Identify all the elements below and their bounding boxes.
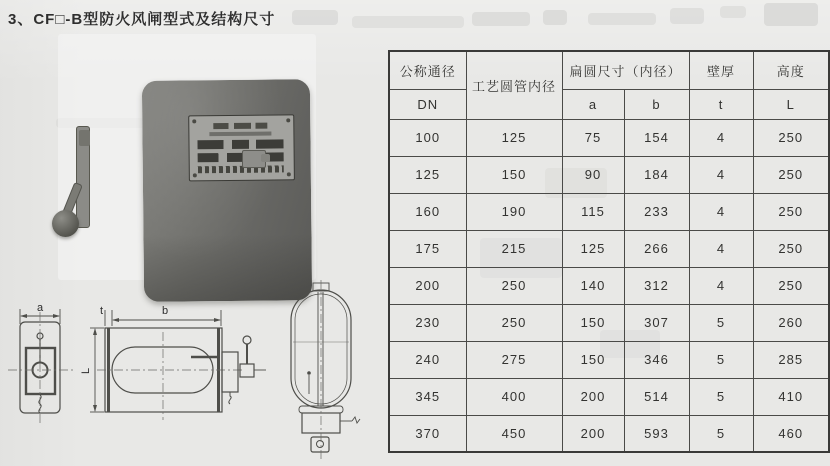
cell-dn: 125 (389, 156, 466, 193)
cell-pipe: 275 (466, 341, 562, 378)
cell-pipe: 250 (466, 304, 562, 341)
scan-artifact (352, 16, 464, 28)
dim-label-l: L (80, 367, 92, 374)
scan-artifact (588, 13, 656, 25)
scan-artifact (670, 8, 704, 24)
cell-b: 346 (624, 341, 689, 378)
cell-l: 460 (753, 415, 829, 452)
col-header-pipe: 工艺圆管内径 (466, 51, 562, 119)
cell-l: 250 (753, 193, 829, 230)
cell-pipe: 190 (466, 193, 562, 230)
cell-b: 593 (624, 415, 689, 452)
cell-a: 200 (562, 415, 624, 452)
damper-photo (58, 34, 316, 280)
col-header-dn: 公称通径 (389, 51, 466, 89)
scan-artifact (764, 3, 818, 26)
cell-a: 150 (562, 341, 624, 378)
cell-l: 250 (753, 156, 829, 193)
shaft-stub-end (261, 154, 270, 162)
spec-table (388, 50, 830, 453)
page-title: 3、CF□-B型防火风闸型式及结构尺寸 (8, 11, 276, 28)
cell-a: 115 (562, 193, 624, 230)
cell-pipe: 215 (466, 230, 562, 267)
cell-t: 4 (689, 230, 753, 267)
cell-t: 5 (689, 378, 753, 415)
scan-artifact (543, 10, 567, 25)
table-row (389, 378, 829, 415)
cell-dn: 200 (389, 267, 466, 304)
cell-t: 4 (689, 267, 753, 304)
table-row (389, 304, 829, 341)
cell-l: 410 (753, 378, 829, 415)
cell-t: 4 (689, 193, 753, 230)
cell-a: 140 (562, 267, 624, 304)
dimension-drawings (0, 280, 390, 466)
cell-pipe: 125 (466, 119, 562, 156)
cell-pipe: 150 (466, 156, 562, 193)
cell-dn: 160 (389, 193, 466, 230)
cell-a: 125 (562, 230, 624, 267)
table-row (389, 193, 829, 230)
damper-body-photo (142, 79, 312, 302)
scan-artifact (472, 12, 530, 26)
col-subheader-l: L (753, 89, 829, 119)
scan-artifact (292, 10, 338, 25)
col-header-oblong: 扁圆尺寸（内径） (562, 51, 689, 89)
cell-pipe: 450 (466, 415, 562, 452)
cell-l: 285 (753, 341, 829, 378)
nameplate (188, 114, 295, 181)
cell-b: 307 (624, 304, 689, 341)
cell-t: 5 (689, 304, 753, 341)
cell-b: 312 (624, 267, 689, 304)
col-subheader-a: a (562, 89, 624, 119)
cell-l: 250 (753, 230, 829, 267)
cell-t: 5 (689, 341, 753, 378)
handle-clip (79, 130, 90, 146)
cell-l: 250 (753, 267, 829, 304)
cell-dn: 240 (389, 341, 466, 378)
cell-t: 4 (689, 156, 753, 193)
scan-artifact (720, 6, 746, 18)
table-row (389, 119, 829, 156)
handle-knob (52, 210, 79, 237)
table-row (389, 230, 829, 267)
cell-pipe: 250 (466, 267, 562, 304)
cell-b: 184 (624, 156, 689, 193)
dim-label-a: a (37, 302, 44, 314)
cell-dn: 100 (389, 119, 466, 156)
cell-dn: 175 (389, 230, 466, 267)
cell-l: 260 (753, 304, 829, 341)
table-row (389, 267, 829, 304)
col-header-height: 高度 (753, 51, 829, 89)
cell-b: 154 (624, 119, 689, 156)
cell-a: 150 (562, 304, 624, 341)
cell-b: 266 (624, 230, 689, 267)
dim-label-b: b (162, 305, 169, 317)
cell-l: 250 (753, 119, 829, 156)
cell-a: 75 (562, 119, 624, 156)
cell-dn: 370 (389, 415, 466, 452)
cell-a: 200 (562, 378, 624, 415)
cell-t: 4 (689, 119, 753, 156)
cell-pipe: 400 (466, 378, 562, 415)
dim-label-t: t (100, 305, 104, 317)
col-subheader-dn: DN (389, 89, 466, 119)
cell-t: 5 (689, 415, 753, 452)
table-row (389, 415, 829, 452)
col-subheader-t: t (689, 89, 753, 119)
col-header-wall: 壁厚 (689, 51, 753, 89)
table-row (389, 341, 829, 378)
cell-dn: 230 (389, 304, 466, 341)
cell-dn: 345 (389, 378, 466, 415)
cell-b: 233 (624, 193, 689, 230)
cell-b: 514 (624, 378, 689, 415)
cell-a: 90 (562, 156, 624, 193)
table-row (389, 156, 829, 193)
col-subheader-b: b (624, 89, 689, 119)
